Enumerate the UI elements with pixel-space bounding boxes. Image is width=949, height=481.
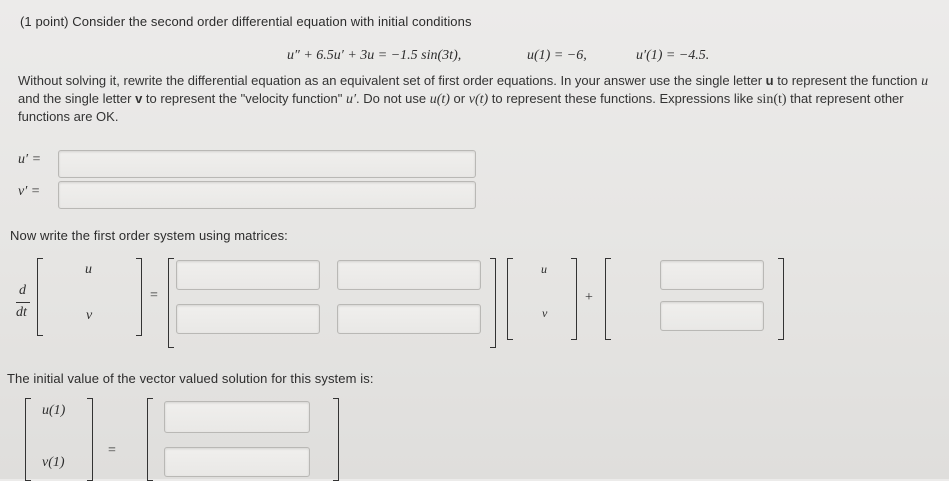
right-bracket — [571, 258, 577, 340]
v1-entry: v(1) — [42, 455, 65, 470]
right-bracket — [778, 258, 784, 340]
initial-condition-u: u(1) = −6, — [527, 48, 587, 63]
uprime-label: u′ = — [18, 152, 42, 167]
left-bracket — [507, 258, 513, 340]
initial-condition-uprime: u′(1) = −4.5. — [636, 48, 710, 63]
right-bracket — [333, 398, 339, 481]
differential-equation: u″ + 6.5u′ + 3u = −1.5 sin(3t), — [287, 48, 462, 63]
derivative-dt: dt — [16, 305, 27, 320]
vector-u-entry: u — [85, 262, 92, 277]
vprime-input[interactable] — [58, 181, 476, 209]
initial-value-heading: The initial value of the vector valued solution for this system is: — [7, 371, 374, 386]
vector-u-entry: u — [541, 262, 547, 276]
initial-u-input[interactable] — [164, 401, 310, 433]
matrix-a11-input[interactable] — [176, 260, 320, 290]
left-bracket — [147, 398, 153, 481]
right-bracket — [490, 258, 496, 348]
vector-b2-input[interactable] — [660, 301, 764, 331]
uprime-input[interactable] — [58, 150, 476, 178]
left-bracket — [25, 398, 31, 481]
vector-v-entry: v — [542, 306, 548, 320]
right-bracket — [87, 398, 93, 481]
left-bracket — [37, 258, 43, 336]
instructions-paragraph: Without solving it, rewrite the differential equation as an equivalent set of first order equations. In your answer use the single letter u to represent the function u and the single letter v to represent the "velocity function" u′. Do not use u(t) or v(t) to represent these functions. Expressions like sin(t) that represent other functions are OK. — [18, 73, 929, 124]
initial-v-input[interactable] — [164, 447, 310, 477]
derivative-d: d — [19, 283, 26, 298]
equals-sign: = — [150, 288, 158, 303]
problem-intro: (1 point) Consider the second order differential equation with initial conditions — [20, 14, 472, 29]
matrix-a12-input[interactable] — [337, 260, 481, 290]
matrix-a22-input[interactable] — [337, 304, 481, 334]
vprime-label: v′ = — [18, 184, 41, 199]
u1-entry: u(1) — [42, 403, 66, 418]
left-bracket — [605, 258, 611, 340]
matrix-a21-input[interactable] — [176, 304, 320, 334]
right-bracket — [136, 258, 142, 336]
left-bracket — [168, 258, 174, 348]
vector-b1-input[interactable] — [660, 260, 764, 290]
equals-sign: = — [108, 443, 116, 458]
vector-v-entry: v — [86, 308, 93, 323]
matrix-heading: Now write the first order system using matrices: — [10, 228, 288, 243]
plus-sign: + — [585, 290, 593, 305]
fraction-bar — [16, 302, 30, 303]
